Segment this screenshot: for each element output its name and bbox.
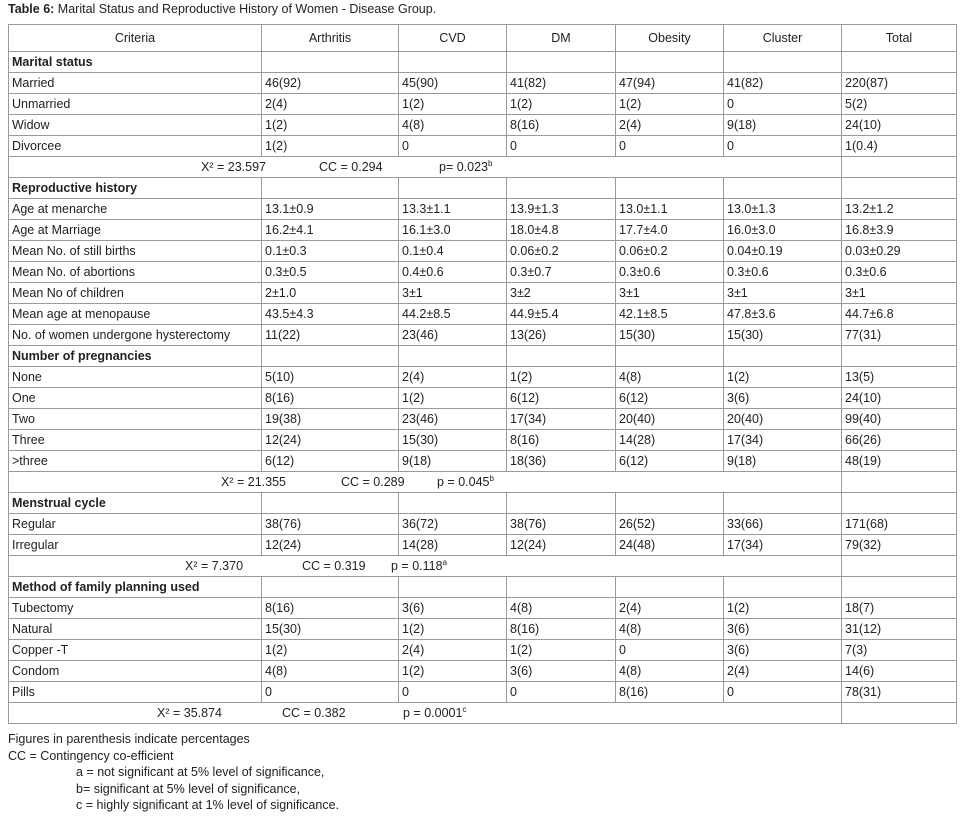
header-total: Total — [842, 25, 957, 52]
table-row — [9, 430, 957, 451]
footnote: c = highly significant at 1% level of significance. — [76, 798, 339, 812]
row-label: Age at Marriage — [9, 220, 262, 241]
row-label: One — [9, 388, 262, 409]
contingency-coefficient — [319, 160, 383, 174]
table-cell: 17.7±4.0 — [616, 220, 724, 241]
table-cell: 2(4) — [616, 115, 724, 136]
p-value-text: p = 0.045 — [437, 475, 490, 489]
chi-square-value-text: X² = 21.355 — [221, 475, 286, 489]
table-cell: 13.2±1.2 — [842, 199, 957, 220]
table-cell: 44.2±8.5 — [399, 304, 507, 325]
section-row — [9, 52, 957, 73]
table-cell: 18(7) — [842, 598, 957, 619]
row-label: Three — [9, 430, 262, 451]
empty-cell — [399, 178, 507, 199]
table-row — [9, 535, 957, 556]
empty-cell — [616, 52, 724, 73]
table-row — [9, 136, 957, 157]
table-cell: 6(12) — [507, 388, 616, 409]
significance-marker: b — [489, 473, 494, 483]
empty-cell — [399, 52, 507, 73]
table-cell: 33(66) — [724, 514, 842, 535]
table-cell: 16.2±4.1 — [262, 220, 399, 241]
table-cell: 12(24) — [262, 430, 399, 451]
table-cell: 12(24) — [507, 535, 616, 556]
table-cell: 17(34) — [724, 535, 842, 556]
p-value — [437, 475, 494, 489]
section-title: Marital status — [9, 52, 262, 73]
table-cell: 15(30) — [262, 619, 399, 640]
table-cell: 9(18) — [399, 451, 507, 472]
empty-cell — [507, 178, 616, 199]
table-cell: 0 — [724, 136, 842, 157]
table-cell: 2(4) — [616, 598, 724, 619]
table-cell: 12(24) — [262, 535, 399, 556]
table-row — [9, 115, 957, 136]
table-cell: 66(26) — [842, 430, 957, 451]
row-label: Widow — [9, 115, 262, 136]
section-title: Menstrual cycle — [9, 493, 262, 514]
table-row — [9, 661, 957, 682]
chi-square-value — [185, 559, 243, 573]
table-cell: 6(12) — [262, 451, 399, 472]
table-cell: 1(2) — [507, 640, 616, 661]
empty-cell — [399, 346, 507, 367]
table-caption — [8, 2, 436, 16]
table-cell: 0 — [262, 682, 399, 703]
table-cell: 1(2) — [616, 94, 724, 115]
table-cell: 0.06±0.2 — [616, 241, 724, 262]
contingency-coefficient — [341, 475, 405, 489]
empty-cell — [724, 577, 842, 598]
empty-cell — [616, 493, 724, 514]
table-cell: 2(4) — [724, 661, 842, 682]
table-cell: 3(6) — [724, 388, 842, 409]
table-cell: 99(40) — [842, 409, 957, 430]
table-cell: 0.03±0.29 — [842, 241, 957, 262]
table-cell: 14(28) — [616, 430, 724, 451]
table-cell: 8(16) — [507, 430, 616, 451]
table-cell: 3±2 — [507, 283, 616, 304]
table-cell: 8(16) — [507, 115, 616, 136]
table-cell: 1(2) — [399, 94, 507, 115]
stat-cell — [9, 157, 842, 178]
header-cvd: CVD — [399, 25, 507, 52]
table-cell: 1(2) — [399, 619, 507, 640]
table-row — [9, 325, 957, 346]
table-cell: 1(2) — [724, 367, 842, 388]
table-cell: 0 — [507, 136, 616, 157]
chi-square-value — [157, 706, 222, 720]
table-cell: 4(8) — [262, 661, 399, 682]
p-value — [391, 559, 447, 573]
table-cell: 4(8) — [507, 598, 616, 619]
table-cell: 16.0±3.0 — [724, 220, 842, 241]
table-cell: 41(82) — [724, 73, 842, 94]
table-cell: 18.0±4.8 — [507, 220, 616, 241]
empty-cell — [842, 157, 957, 178]
table-cell: 8(16) — [507, 619, 616, 640]
table-body — [9, 52, 957, 724]
table-cell: 0.4±0.6 — [399, 262, 507, 283]
table-cell: 8(16) — [262, 598, 399, 619]
table-cell: 13.3±1.1 — [399, 199, 507, 220]
chi-square-value — [221, 475, 286, 489]
table-cell: 1(2) — [507, 367, 616, 388]
contingency-coefficient-text: CC = 0.294 — [319, 160, 383, 174]
stat-row — [9, 157, 957, 178]
p-value — [403, 706, 466, 720]
table-cell: 20(40) — [616, 409, 724, 430]
table-cell: 0.3±0.5 — [262, 262, 399, 283]
row-label: Regular — [9, 514, 262, 535]
empty-cell — [616, 178, 724, 199]
table-cell: 3±1 — [616, 283, 724, 304]
table-cell: 0 — [399, 682, 507, 703]
table-cell: 17(34) — [507, 409, 616, 430]
stat-row — [9, 556, 957, 577]
row-label: Condom — [9, 661, 262, 682]
table-cell: 31(12) — [842, 619, 957, 640]
empty-cell — [842, 577, 957, 598]
contingency-coefficient — [282, 706, 346, 720]
table-row — [9, 94, 957, 115]
table-cell: 1(2) — [399, 661, 507, 682]
table-cell: 44.7±6.8 — [842, 304, 957, 325]
table-cell: 4(8) — [616, 367, 724, 388]
table-cell: 2±1.0 — [262, 283, 399, 304]
table-cell: 26(52) — [616, 514, 724, 535]
empty-cell — [262, 493, 399, 514]
contingency-coefficient-text: CC = 0.382 — [282, 706, 346, 720]
table-cell: 3(6) — [724, 640, 842, 661]
footnote: Figures in parenthesis indicate percentages — [8, 732, 250, 746]
table-cell: 24(10) — [842, 388, 957, 409]
table-cell: 1(2) — [262, 640, 399, 661]
chi-square-value-text: X² = 7.370 — [185, 559, 244, 573]
row-label: No. of women undergone hysterectomy — [9, 325, 262, 346]
table-cell: 9(18) — [724, 115, 842, 136]
empty-cell — [842, 52, 957, 73]
table-row — [9, 241, 957, 262]
row-label: Natural — [9, 619, 262, 640]
table-cell: 1(2) — [399, 388, 507, 409]
table-cell: 3±1 — [842, 283, 957, 304]
header-obesity: Obesity — [616, 25, 724, 52]
section-title: Number of pregnancies — [9, 346, 262, 367]
header-dm: DM — [507, 25, 616, 52]
table-cell: 0.04±0.19 — [724, 241, 842, 262]
empty-cell — [616, 577, 724, 598]
row-label: Mean age at menopause — [9, 304, 262, 325]
table-cell: 2(4) — [262, 94, 399, 115]
table-cell: 9(18) — [724, 451, 842, 472]
empty-cell — [616, 346, 724, 367]
p-value — [439, 160, 492, 174]
table-cell: 36(72) — [399, 514, 507, 535]
table-cell: 13.1±0.9 — [262, 199, 399, 220]
table-cell: 8(16) — [262, 388, 399, 409]
table-cell: 0.1±0.4 — [399, 241, 507, 262]
table-cell: 0 — [724, 94, 842, 115]
stat-row — [9, 703, 957, 724]
row-label: Tubectomy — [9, 598, 262, 619]
table-row — [9, 682, 957, 703]
footnotes — [8, 731, 339, 814]
table-cell: 0.3±0.7 — [507, 262, 616, 283]
table-row — [9, 619, 957, 640]
table-cell: 171(68) — [842, 514, 957, 535]
significance-marker: b — [488, 158, 493, 168]
table-cell: 15(30) — [724, 325, 842, 346]
table-cell: 48(19) — [842, 451, 957, 472]
table-cell: 0.3±0.6 — [616, 262, 724, 283]
table-cell: 5(2) — [842, 94, 957, 115]
data-table — [8, 24, 957, 724]
empty-cell — [262, 52, 399, 73]
table-cell: 3±1 — [724, 283, 842, 304]
empty-cell — [724, 52, 842, 73]
row-label: Mean No of children — [9, 283, 262, 304]
section-row — [9, 577, 957, 598]
row-label: Divorcee — [9, 136, 262, 157]
table-cell: 0.1±0.3 — [262, 241, 399, 262]
table-row — [9, 388, 957, 409]
empty-cell — [842, 493, 957, 514]
empty-cell — [842, 346, 957, 367]
table-row — [9, 451, 957, 472]
significance-marker: c — [462, 704, 467, 714]
row-label: Mean No. of abortions — [9, 262, 262, 283]
significance-marker: a — [442, 557, 448, 567]
section-row — [9, 493, 957, 514]
table-row — [9, 199, 957, 220]
table-cell: 3(6) — [507, 661, 616, 682]
row-label: Irregular — [9, 535, 262, 556]
table-cell: 1(2) — [507, 94, 616, 115]
table-cell: 77(31) — [842, 325, 957, 346]
row-label: Age at menarche — [9, 199, 262, 220]
table-cell: 4(8) — [616, 661, 724, 682]
contingency-coefficient — [302, 559, 366, 573]
stat-cell — [9, 472, 842, 493]
table-cell: 0.06±0.2 — [507, 241, 616, 262]
table-cell: 42.1±8.5 — [616, 304, 724, 325]
table-cell: 7(3) — [842, 640, 957, 661]
table-row — [9, 304, 957, 325]
table-cell: 1(2) — [262, 136, 399, 157]
table-cell: 0 — [724, 682, 842, 703]
table-cell: 0 — [507, 682, 616, 703]
table-cell: 6(12) — [616, 451, 724, 472]
empty-cell — [507, 346, 616, 367]
table-cell: 17(34) — [724, 430, 842, 451]
stat-cell — [9, 703, 842, 724]
table-cell: 44.9±5.4 — [507, 304, 616, 325]
table-cell: 38(76) — [507, 514, 616, 535]
table-cell: 14(28) — [399, 535, 507, 556]
row-label: Pills — [9, 682, 262, 703]
table-cell: 78(31) — [842, 682, 957, 703]
table-row — [9, 220, 957, 241]
header-row — [9, 25, 957, 52]
table-row — [9, 283, 957, 304]
table-cell: 13.9±1.3 — [507, 199, 616, 220]
table-cell: 1(0.4) — [842, 136, 957, 157]
section-title: Reproductive history — [9, 178, 262, 199]
section-row — [9, 178, 957, 199]
table-cell: 16.8±3.9 — [842, 220, 957, 241]
table-cell: 18(36) — [507, 451, 616, 472]
table-cell: 0 — [399, 136, 507, 157]
table-cell: 0.3±0.6 — [842, 262, 957, 283]
footnote: b= significant at 5% level of significance, — [76, 781, 301, 796]
table-row — [9, 367, 957, 388]
empty-cell — [842, 472, 957, 493]
table-cell: 16.1±3.0 — [399, 220, 507, 241]
table-cell: 47.8±3.6 — [724, 304, 842, 325]
row-label: None — [9, 367, 262, 388]
table-cell: 19(38) — [262, 409, 399, 430]
table-cell: 2(4) — [399, 640, 507, 661]
row-label: >three — [9, 451, 262, 472]
footnote: CC = Contingency co-efficient — [8, 748, 174, 763]
table-cell: 13.0±1.1 — [616, 199, 724, 220]
table-cell: 4(8) — [399, 115, 507, 136]
empty-cell — [842, 556, 957, 577]
header-criteria: Criteria — [9, 25, 262, 52]
table-cell: 4(8) — [616, 619, 724, 640]
table-cell: 23(46) — [399, 409, 507, 430]
header-cluster: Cluster — [724, 25, 842, 52]
caption-text: Marital Status and Reproductive History of Women - Disease Group. — [54, 2, 437, 16]
table-cell: 0 — [616, 640, 724, 661]
section-title: Method of family planning used — [9, 577, 262, 598]
header-arthritis: Arthritis — [262, 25, 399, 52]
table-cell: 11(22) — [262, 325, 399, 346]
empty-cell — [724, 346, 842, 367]
empty-cell — [842, 703, 957, 724]
empty-cell — [262, 346, 399, 367]
table-row — [9, 262, 957, 283]
table-cell: 8(16) — [616, 682, 724, 703]
empty-cell — [724, 493, 842, 514]
table-cell: 47(94) — [616, 73, 724, 94]
empty-cell — [507, 577, 616, 598]
empty-cell — [399, 493, 507, 514]
table-cell: 43.5±4.3 — [262, 304, 399, 325]
empty-cell — [507, 493, 616, 514]
chi-square-value-text: X² = 23.597 — [201, 160, 266, 174]
table-cell: 1(2) — [724, 598, 842, 619]
table-cell: 13(5) — [842, 367, 957, 388]
p-value-text: p = 0.118 — [391, 559, 443, 573]
table-cell: 0.3±0.6 — [724, 262, 842, 283]
empty-cell — [399, 577, 507, 598]
table-cell: 13(26) — [507, 325, 616, 346]
table-cell: 5(10) — [262, 367, 399, 388]
stat-cell — [9, 556, 842, 577]
table-row — [9, 514, 957, 535]
section-row — [9, 346, 957, 367]
table-cell: 2(4) — [399, 367, 507, 388]
table-cell: 1(2) — [262, 115, 399, 136]
table-row — [9, 73, 957, 94]
table-cell: 23(46) — [399, 325, 507, 346]
table-cell: 14(6) — [842, 661, 957, 682]
chi-square-value-text: X² = 35.874 — [157, 706, 222, 720]
table-row — [9, 409, 957, 430]
table-cell: 6(12) — [616, 388, 724, 409]
table-cell: 3(6) — [399, 598, 507, 619]
table-cell: 3±1 — [399, 283, 507, 304]
table-row — [9, 598, 957, 619]
table-cell: 13.0±1.3 — [724, 199, 842, 220]
table-cell: 46(92) — [262, 73, 399, 94]
contingency-coefficient-text: CC = 0.319 — [302, 559, 366, 573]
row-label: Married — [9, 73, 262, 94]
footnote: a = not significant at 5% level of significance, — [76, 765, 325, 779]
empty-cell — [724, 178, 842, 199]
table-cell: 20(40) — [724, 409, 842, 430]
table-cell: 15(30) — [616, 325, 724, 346]
chi-square-value — [201, 160, 266, 174]
empty-cell — [262, 178, 399, 199]
table-cell: 41(82) — [507, 73, 616, 94]
table-cell: 220(87) — [842, 73, 957, 94]
p-value-text: p = 0.0001 — [403, 706, 463, 720]
empty-cell — [262, 577, 399, 598]
row-label: Copper -T — [9, 640, 262, 661]
empty-cell — [507, 52, 616, 73]
contingency-coefficient-text: CC = 0.289 — [341, 475, 405, 489]
table-cell: 15(30) — [399, 430, 507, 451]
row-label: Mean No. of still births — [9, 241, 262, 262]
table-cell: 0 — [616, 136, 724, 157]
row-label: Two — [9, 409, 262, 430]
table-cell: 24(10) — [842, 115, 957, 136]
table-cell: 3(6) — [724, 619, 842, 640]
p-value-text: p= 0.023 — [439, 160, 489, 174]
table-cell: 24(48) — [616, 535, 724, 556]
table-cell: 38(76) — [262, 514, 399, 535]
caption-prefix: Table 6: — [8, 2, 55, 16]
table-cell: 45(90) — [399, 73, 507, 94]
stat-row — [9, 472, 957, 493]
table-row — [9, 640, 957, 661]
row-label: Unmarried — [9, 94, 262, 115]
empty-cell — [842, 178, 957, 199]
table-cell: 79(32) — [842, 535, 957, 556]
